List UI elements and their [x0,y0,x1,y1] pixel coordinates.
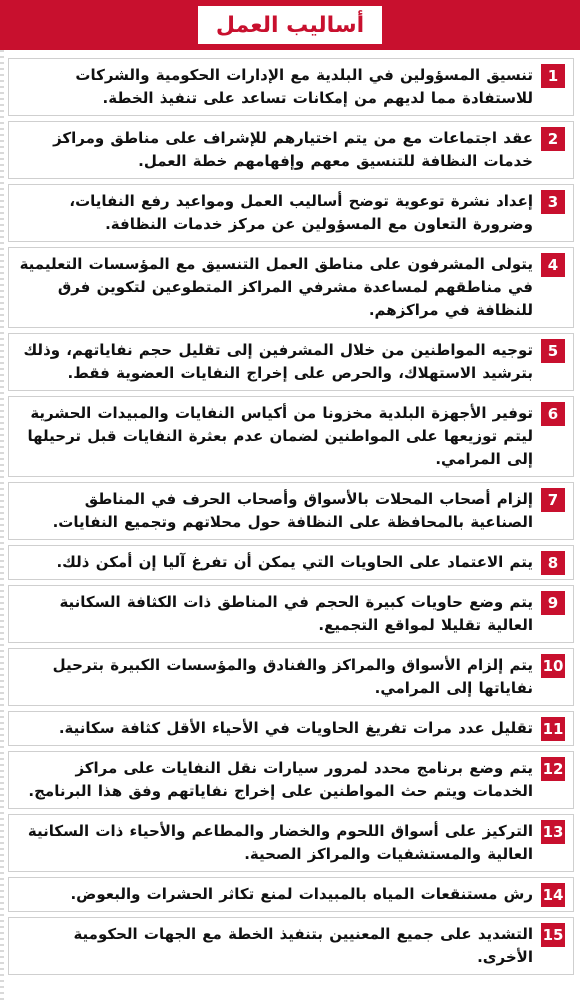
list-item [8,482,574,540]
item-number-badge: 4 [541,253,565,277]
item-text: إعداد نشرة توعوية توضح أساليب العمل ومواعيد رفع النفايات، وضرورة التعاون مع المسؤولين عن مركز خدمات النظافة. [69,192,533,233]
item-text: يتم الاعتماد على الحاويات التي يمكن أن تفرغ آليا إن أمكن ذلك. [56,553,533,571]
list-item [8,247,574,328]
item-number-badge: 8 [541,551,565,575]
item-text: يتم إلزام الأسواق والمراكز والفنادق والمؤسسات الكبيرة بترحيل نفاياتها إلى المرامي. [52,656,533,697]
item-number-badge: 3 [541,190,565,214]
list-item [8,877,574,912]
item-text: التشديد على جميع المعنيين بتنفيذ الخطة مع الجهات الحكومية الأخرى. [73,925,533,966]
list-item [8,814,574,872]
list-item [8,545,574,580]
list-item [8,711,574,746]
item-number-badge: 7 [541,488,565,512]
title-bar [0,0,580,50]
item-text: توفير الأجهزة البلدية مخزونا من أكياس النفايات والمبيدات الحشرية ليتم توزيعها على المواطنين لضمان عدم بعثرة النفايات قبل ترحيلها إلى المرامي. [27,404,533,468]
item-text: رش مستنقعات المياه بالمبيدات لمنع تكاثر الحشرات والبعوض. [70,885,533,903]
page-edge-decoration [0,50,4,1000]
item-text: إلزام أصحاب المحلات بالأسواق وأصحاب الحرف في المناطق الصناعية بالمحافظة على النظافة حول محلاتهم وتجميع النفايات. [52,490,533,531]
list-item [8,917,574,975]
page-title: أساليب العمل [198,6,382,44]
item-number-badge: 14 [541,883,565,907]
list-item [8,648,574,706]
list-item [8,751,574,809]
item-text: توجيه المواطنين من خلال المشرفين إلى تقليل حجم نفاياتهم، وذلك بترشيد الاستهلاك، والحرص على إخراج النفايات العضوية فقط. [23,341,533,382]
item-number-badge: 13 [541,820,565,844]
item-number-badge: 5 [541,339,565,363]
item-number-badge: 1 [541,64,565,88]
list-item [8,58,574,116]
list-item [8,585,574,643]
item-text: التركيز على أسواق اللحوم والخضار والمطاعم والأحياء ذات السكانية العالية والمستشفيات والمراكز الصحية. [27,822,533,863]
item-text: تنسيق المسؤولين في البلدية مع الإدارات الحكومية والشركات للاستفادة مما لديهم من إمكانات تساعد على تنفيذ الخطة. [75,66,533,107]
item-number-badge: 15 [541,923,565,947]
item-number-badge: 10 [541,654,565,678]
item-text: يتولى المشرفون على مناطق العمل التنسيق مع المؤسسات التعليمية في مناطقهم لمساعدة مشرفي المراكز المتطوعين لتكوين فرق للنظافة في مراكزهم. [19,255,533,319]
item-number-badge: 12 [541,757,565,781]
list-item [8,121,574,179]
list-item [8,396,574,477]
item-number-badge: 2 [541,127,565,151]
item-text: عقد اجتماعات مع من يتم اختيارهم للإشراف على مناطق ومراكز خدمات النظافة للتنسيق معهم وإفهامهم خطة العمل. [53,129,533,170]
item-text: يتم وضع حاويات كبيرة الحجم في المناطق ذات الكثافة السكانية العالية تقليلا لمواقع التجميع. [59,593,533,634]
methods-list [8,58,574,975]
item-number-badge: 6 [541,402,565,426]
item-text: تقليل عدد مرات تفريغ الحاويات في الأحياء الأقل كثافة سكانية. [58,719,533,737]
list-item [8,333,574,391]
item-number-badge: 9 [541,591,565,615]
list-item [8,184,574,242]
item-number-badge: 11 [541,717,565,741]
item-text: يتم وضع برنامج محدد لمرور سيارات نقل النفايات على مراكز الخدمات ويتم حث المواطنين على إخراج نفاياتهم وفق هذا البرنامج. [28,759,533,800]
